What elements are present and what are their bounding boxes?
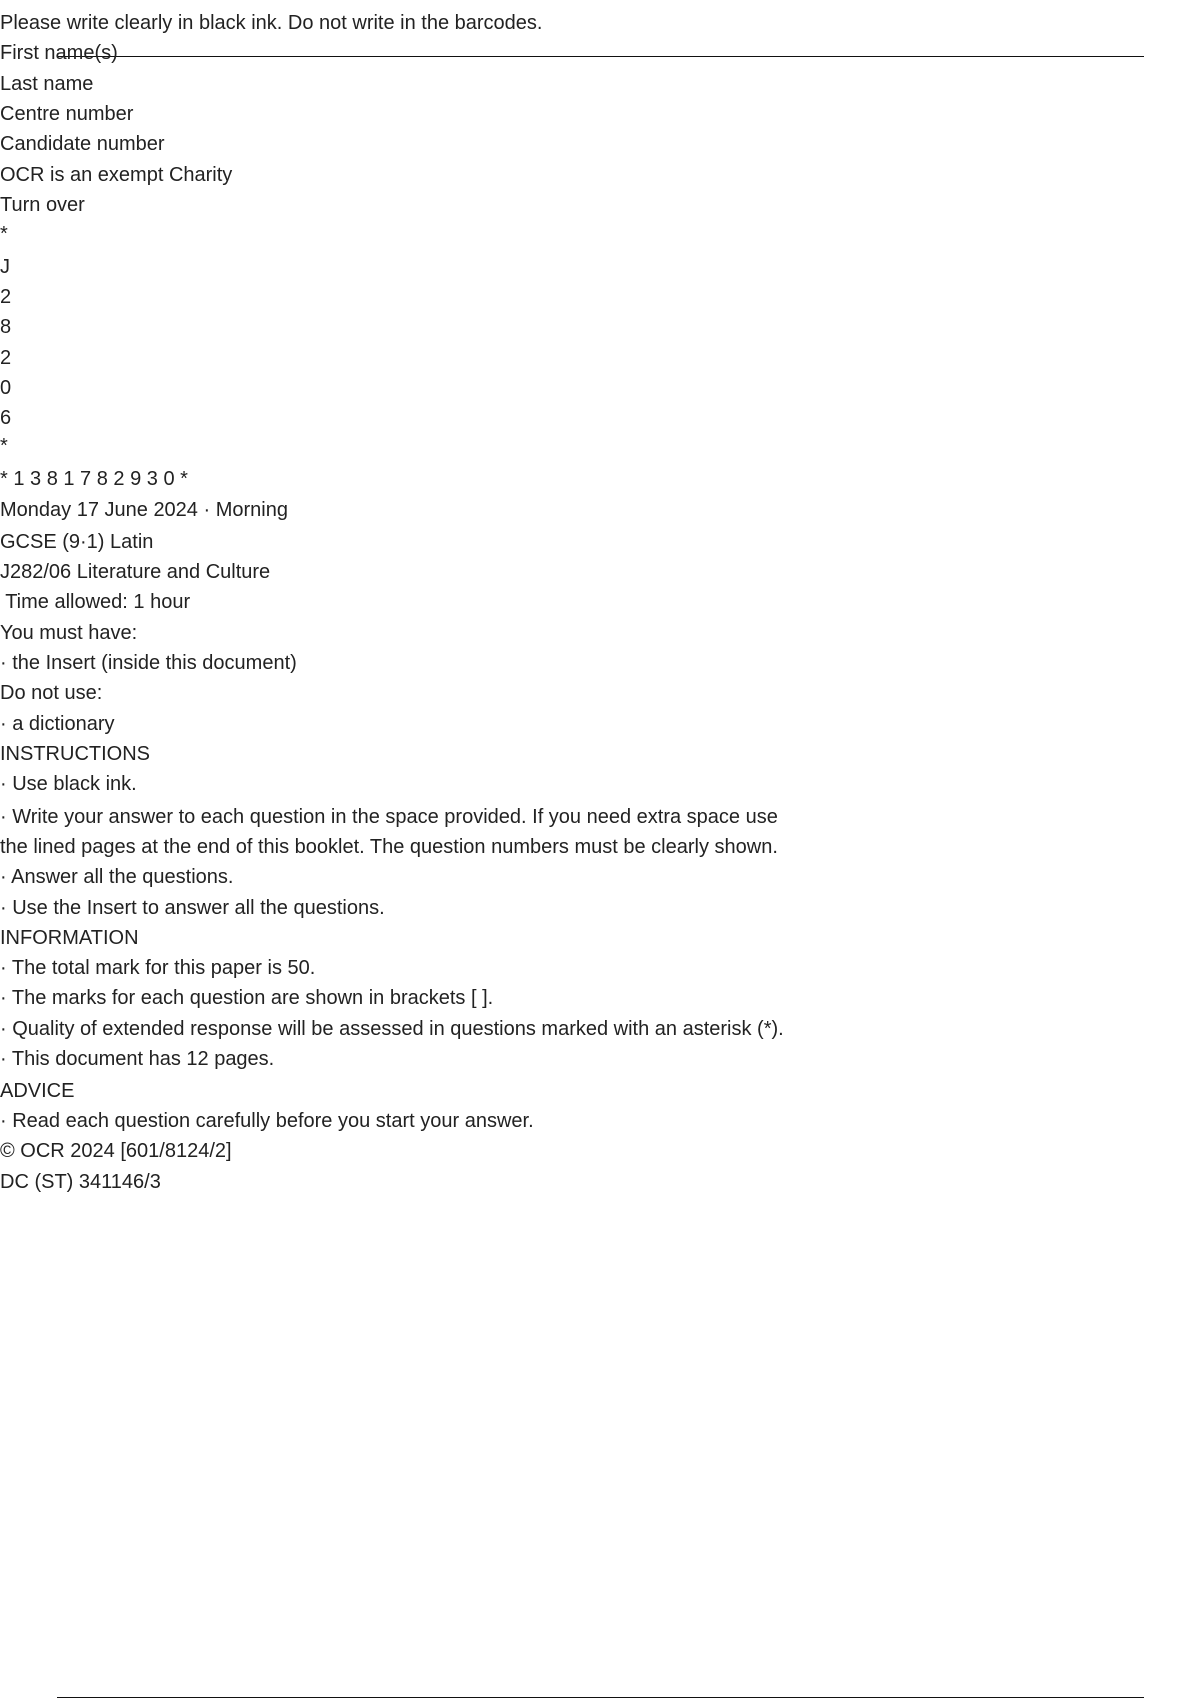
turn-over-label: Turn over <box>0 194 85 216</box>
charity-note: OCR is an exempt Charity <box>0 164 233 186</box>
bottom-rule <box>57 1697 1144 1698</box>
top-rule <box>57 56 1144 57</box>
information-item: · The total mark for this paper is 50. <box>0 957 316 979</box>
barcode-char: 2 <box>0 286 12 308</box>
advice-heading: ADVICE <box>0 1080 75 1102</box>
barcode-char: 0 <box>0 377 12 399</box>
first-names-label: First name(s) <box>0 42 118 64</box>
instruction-item: · Write your answer to each question in the space provided. If you need extra space use <box>0 806 778 828</box>
instructions-heading: INSTRUCTIONS <box>0 743 150 765</box>
information-item: · The marks for each question are shown in brackets [ ]. <box>0 987 494 1009</box>
must-have-heading: You must have: <box>0 622 138 644</box>
instruction-item: · Answer all the questions. <box>0 866 234 888</box>
barcode-char: J <box>0 256 10 278</box>
barcode-char: 2 <box>0 347 12 369</box>
advice-item: · Read each question carefully before you start your answer. <box>0 1110 534 1132</box>
must-have-item: · the Insert (inside this document) <box>0 652 297 674</box>
information-heading: INFORMATION <box>0 927 139 949</box>
instruction-item: the lined pages at the end of this booklet. The question numbers must be clearly shown. <box>0 836 778 858</box>
barcode-char: 8 <box>0 316 12 338</box>
write-clearly-instruction: Please write clearly in black ink. Do not write in the barcodes. <box>0 12 543 34</box>
time-allowed: Time allowed: 1 hour <box>0 591 191 613</box>
centre-number-label: Centre number <box>0 103 134 125</box>
candidate-number-label: Candidate number <box>0 133 165 155</box>
document-reference: DC (ST) 341146/3 <box>0 1171 161 1193</box>
information-item: · Quality of extended response will be assessed in questions marked with an asterisk (*). <box>0 1018 784 1040</box>
barcode-star-open: * <box>0 223 8 245</box>
barcode-char: 6 <box>0 407 12 429</box>
instruction-item: · Use black ink. <box>0 773 137 795</box>
last-name-label: Last name <box>0 73 94 95</box>
do-not-use-heading: Do not use: <box>0 682 103 704</box>
do-not-use-item: · a dictionary <box>0 713 115 735</box>
qualification-title: GCSE (9·1) Latin <box>0 531 154 553</box>
copyright-notice: © OCR 2024 [601/8124/2] <box>0 1140 232 1162</box>
paper-title: J282/06 Literature and Culture <box>0 561 271 583</box>
exam-date: Monday 17 June 2024 · Morning <box>0 499 288 521</box>
information-item: · This document has 12 pages. <box>0 1048 275 1070</box>
barcode-number: * 1 3 8 1 7 8 2 9 3 0 * <box>0 468 188 490</box>
instruction-item: · Use the Insert to answer all the questions. <box>0 897 385 919</box>
barcode-star-close: * <box>0 435 8 457</box>
